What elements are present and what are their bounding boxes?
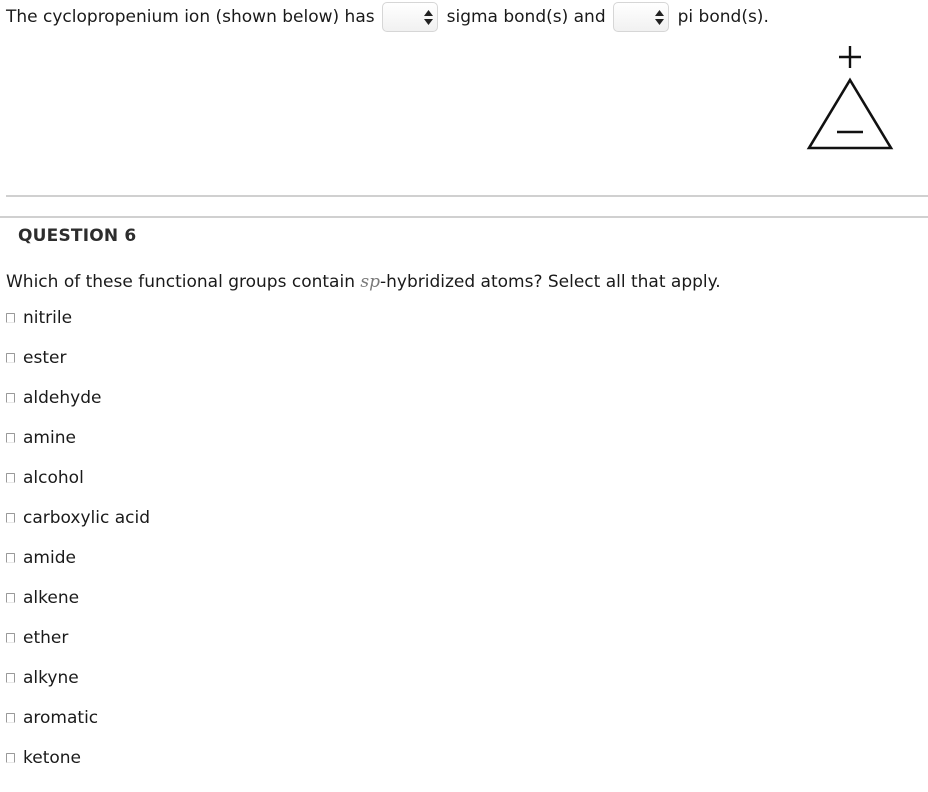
option-label: carboxylic acid [23,508,151,528]
option-label: aldehyde [23,388,102,408]
option-carboxylic-acid[interactable] [6,498,606,538]
option-label: aromatic [23,708,99,728]
question-5-sentence [6,0,928,34]
question-divider [0,216,928,218]
option-label: alcohol [23,468,84,488]
option-label: alkyne [23,668,79,688]
option-amine[interactable] [6,418,606,458]
question-5-text-after: pi bond(s). [677,7,769,27]
question-6-prompt [6,272,721,292]
prompt-sp-term: sp [360,272,380,292]
checkbox[interactable] [6,753,15,763]
select-arrows-icon [424,10,433,25]
checkbox[interactable] [6,473,15,483]
checkbox[interactable] [6,593,15,603]
option-aromatic[interactable] [6,698,606,738]
option-nitrile[interactable] [6,298,606,338]
select-arrows-icon [655,10,664,25]
option-label: ester [23,348,67,368]
checkbox[interactable] [6,393,15,403]
option-amide[interactable] [6,538,606,578]
checkbox[interactable] [6,433,15,443]
pi-bond-count-select[interactable] [613,2,669,32]
option-label: amide [23,548,76,568]
checkbox[interactable] [6,353,15,363]
checkbox[interactable] [6,513,15,523]
option-alcohol[interactable] [6,458,606,498]
option-label: ether [23,628,69,648]
answer-options-list [6,298,606,778]
sigma-bond-count-select[interactable] [382,2,438,32]
option-label: ketone [23,748,81,768]
prompt-text-before: Which of these functional groups contain [6,272,361,292]
checkbox[interactable] [6,673,15,683]
option-label: alkene [23,588,80,608]
option-aldehyde[interactable] [6,378,606,418]
checkbox[interactable] [6,553,15,563]
option-ester[interactable] [6,338,606,378]
checkbox[interactable] [6,313,15,323]
cyclopropenium-ion-icon [806,40,896,152]
option-label: amine [23,428,76,448]
option-ketone[interactable] [6,738,606,778]
option-label: nitrile [23,308,73,328]
option-alkene[interactable] [6,578,606,618]
question-6-header: QUESTION 6 [18,226,137,246]
option-ether[interactable] [6,618,606,658]
option-alkyne[interactable] [6,658,606,698]
question-5-text-before: The cyclopropenium ion (shown below) has [6,7,375,27]
checkbox[interactable] [6,713,15,723]
prompt-text-after: -hybridized atoms? Select all that apply. [379,272,721,292]
checkbox[interactable] [6,633,15,643]
question-5-text-middle: sigma bond(s) and [446,7,606,27]
section-divider [6,195,928,197]
